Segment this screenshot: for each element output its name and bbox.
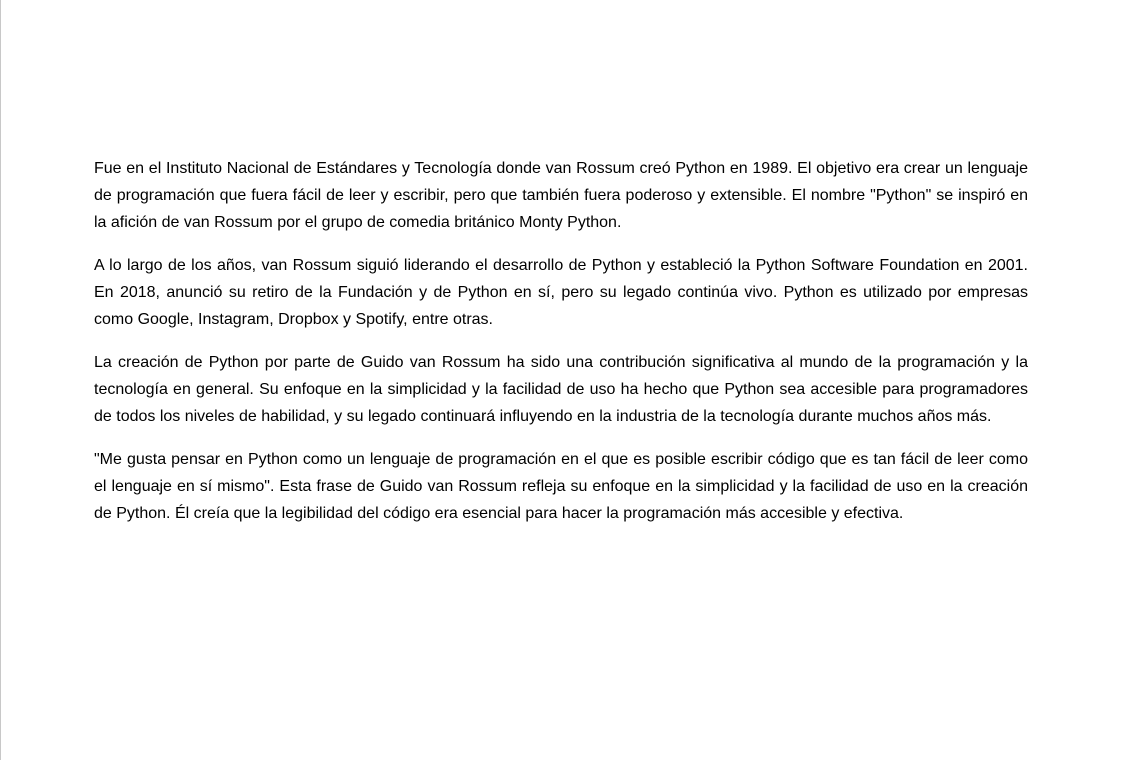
- paragraph-2[interactable]: A lo largo de los años, van Rossum siguió liderando el desarrollo de Python y estableció la Python Software Foundation en 2001. En 2018, anunció su retiro de la Fundación y de Python en sí, pero su legado continúa vivo. Python es utilizado por empresas como Google, Instagram, Dropbox y Spotify, entre otras.: [94, 257, 1028, 328]
- page-left-border: [0, 0, 1, 760]
- paragraph-3[interactable]: La creación de Python por parte de Guido van Rossum ha sido una contribución significativa al mundo de la programación y la tecnología en general. Su enfoque en la simplicidad y la facilidad de uso ha hecho que Python sea accesible para programadores de todos los niveles de habilidad, y su legado continuará influyendo en la industria de la tecnología durante muchos años más.: [94, 354, 1028, 425]
- document-body[interactable]: [94, 155, 1028, 543]
- paragraph-4[interactable]: "Me gusta pensar en Python como un lenguaje de programación en el que es posible escribir código que es tan fácil de leer como el lenguaje en sí mismo". Esta frase de Guido van Rossum refleja su enfoque en la simplicidad y la facilidad de uso en la creación de Python. Él creía que la legibilidad del código era esencial para hacer la programación más accesible y efectiva.: [94, 451, 1028, 522]
- paragraph-1[interactable]: Fue en el Instituto Nacional de Estándares y Tecnología donde van Rossum creó Python en 1989. El objetivo era crear un lenguaje de programación que fuera fácil de leer y escribir, pero que también fuera poderoso y extensible. El nombre "Python" se inspiró en la afición de van Rossum por el grupo de comedia británico Monty Python.: [94, 160, 1028, 231]
